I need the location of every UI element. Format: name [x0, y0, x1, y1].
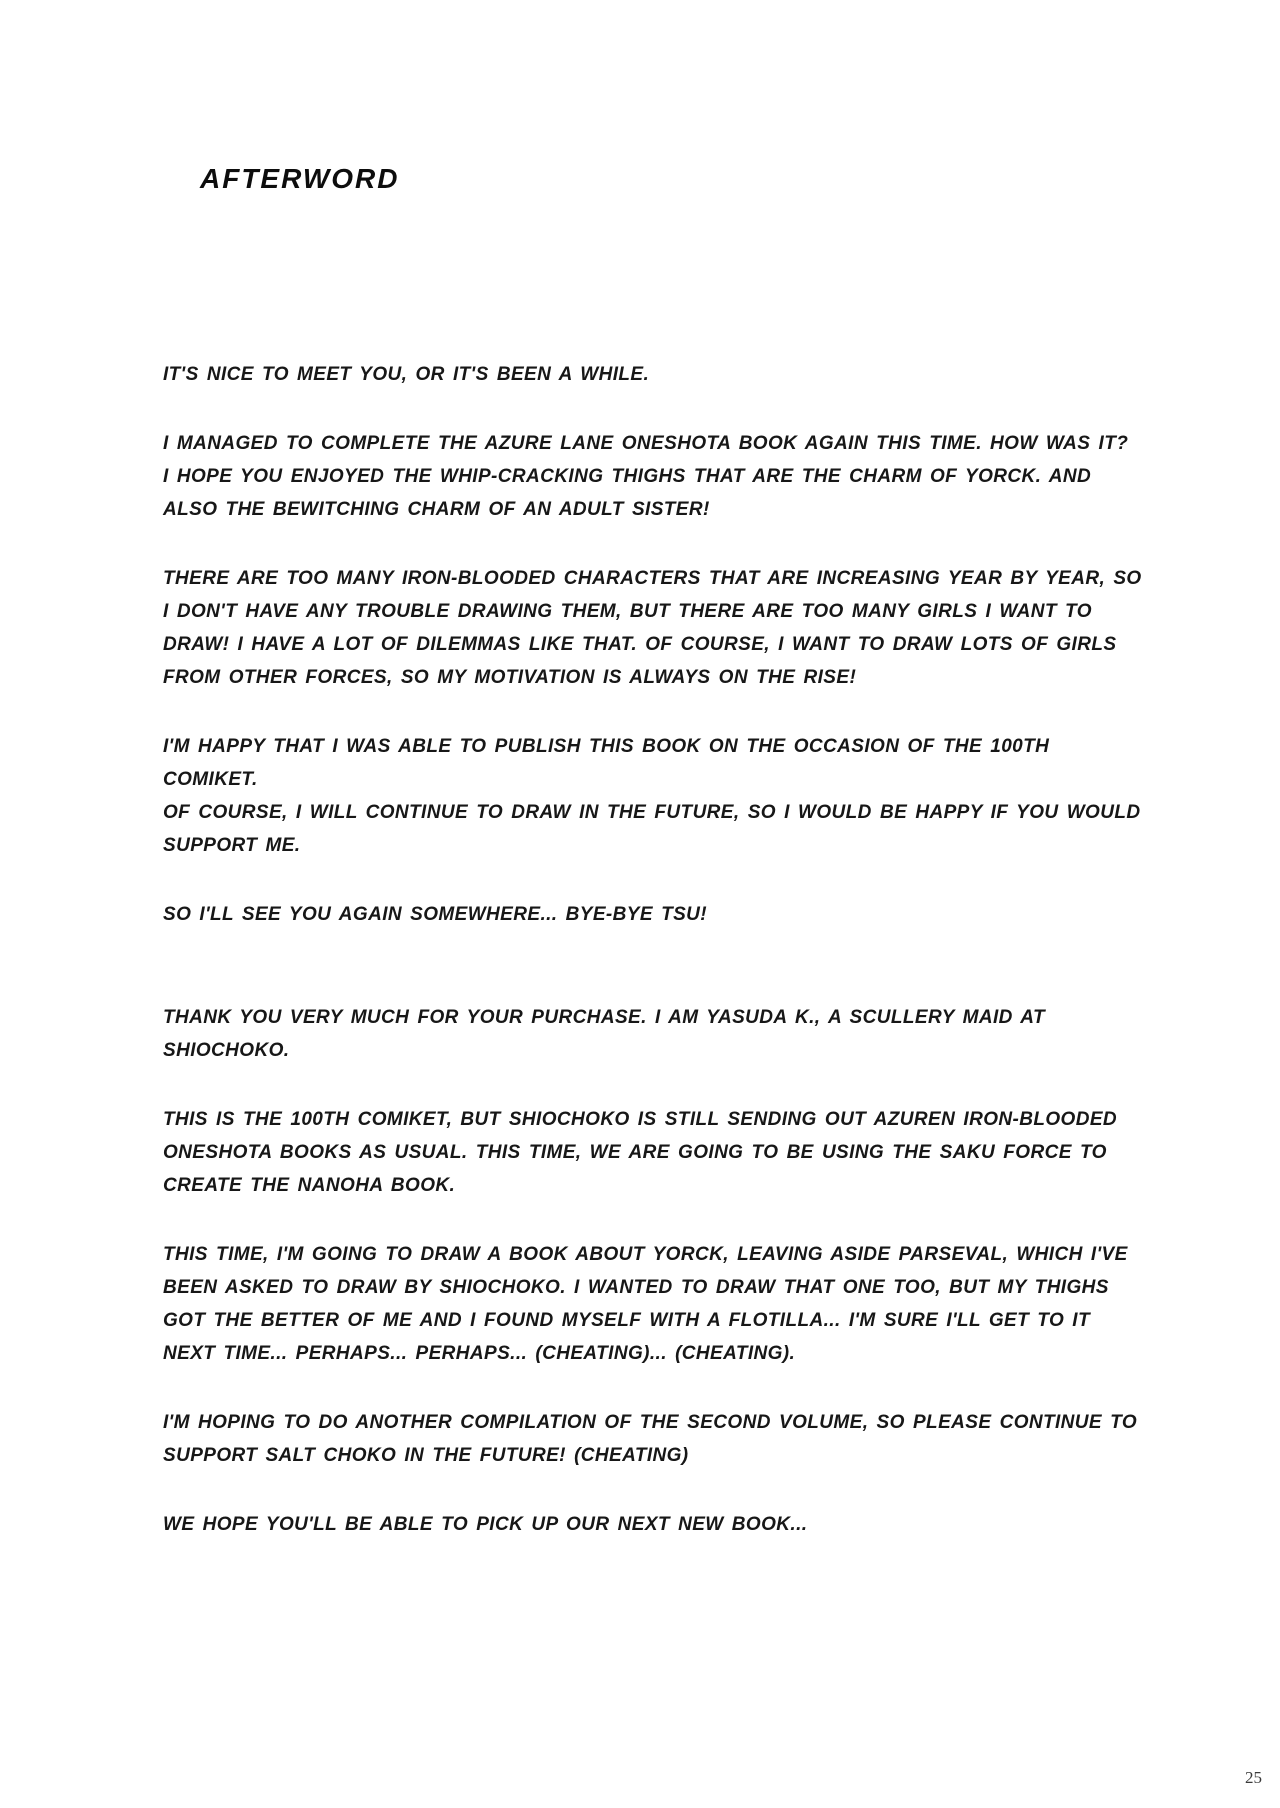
text-line: SHIOCHOKO.	[163, 1040, 290, 1061]
text-line: THIS IS THE 100TH COMIKET, BUT SHIOCHOKO IS STILL SENDING OUT AZUREN IRON-BLOODED	[163, 1109, 1118, 1130]
text-line: ONESHOTA BOOKS AS USUAL. THIS TIME, WE ARE GOING TO BE USING THE SAKU FORCE TO	[163, 1142, 1107, 1163]
text-line: THIS TIME, I'M GOING TO DRAW A BOOK ABOUT YORCK, LEAVING ASIDE PARSEVAL, WHICH I'VE	[163, 1244, 1128, 1265]
text-line: SO I'LL SEE YOU AGAIN SOMEWHERE... BYE-BYE TSU!	[163, 904, 708, 925]
paragraph	[163, 1406, 1223, 1472]
text-line: CREATE THE NANOHA BOOK.	[163, 1175, 456, 1196]
text-line: I DON'T HAVE ANY TROUBLE DRAWING THEM, BUT THERE ARE TOO MANY GIRLS I WANT TO	[163, 601, 1092, 622]
text-line: FROM OTHER FORCES, SO MY MOTIVATION IS ALWAYS ON THE RISE!	[163, 667, 857, 688]
text-line: THERE ARE TOO MANY IRON-BLOODED CHARACTERS THAT ARE INCREASING YEAR BY YEAR, SO	[163, 568, 1142, 589]
text-line: I'M HAPPY THAT I WAS ABLE TO PUBLISH THIS BOOK ON THE OCCASION OF THE 100TH	[163, 736, 1050, 757]
text-line: I HOPE YOU ENJOYED THE WHIP-CRACKING THIGHS THAT ARE THE CHARM OF YORCK. AND	[163, 466, 1092, 487]
text-line: COMIKET.	[163, 769, 258, 790]
text-line: GOT THE BETTER OF ME AND I FOUND MYSELF WITH A FLOTILLA... I'M SURE I'LL GET TO IT	[163, 1310, 1090, 1331]
paragraph	[163, 427, 1223, 526]
paragraph	[163, 730, 1223, 862]
text-line: THANK YOU VERY MUCH FOR YOUR PURCHASE. I AM YASUDA K., A SCULLERY MAID AT	[163, 1007, 1045, 1028]
paragraph	[163, 1103, 1223, 1202]
text-line: WE HOPE YOU'LL BE ABLE TO PICK UP OUR NEXT NEW BOOK...	[163, 1514, 808, 1535]
paragraph	[163, 358, 1223, 391]
paragraph	[163, 1238, 1223, 1370]
text-line: SUPPORT ME.	[163, 835, 301, 856]
page-number: 25	[1245, 1768, 1262, 1787]
text-line: NEXT TIME... PERHAPS... PERHAPS... (CHEATING)... (CHEATING).	[163, 1343, 796, 1364]
text-line: SUPPORT SALT CHOKO IN THE FUTURE! (CHEATING)	[163, 1445, 689, 1466]
paragraph	[163, 562, 1223, 694]
text-line: DRAW! I HAVE A LOT OF DILEMMAS LIKE THAT. OF COURSE, I WANT TO DRAW LOTS OF GIRLS	[163, 634, 1117, 655]
paragraph	[163, 1508, 1223, 1541]
text-line: OF COURSE, I WILL CONTINUE TO DRAW IN THE FUTURE, SO I WOULD BE HAPPY IF YOU WOULD	[163, 802, 1141, 823]
text-line: IT'S NICE TO MEET YOU, OR IT'S BEEN A WHILE.	[163, 364, 650, 385]
paragraph	[163, 898, 1223, 931]
text-line: I MANAGED TO COMPLETE THE AZURE LANE ONESHOTA BOOK AGAIN THIS TIME. HOW WAS IT?	[163, 433, 1129, 454]
text-line: I'M HOPING TO DO ANOTHER COMPILATION OF THE SECOND VOLUME, SO PLEASE CONTINUE TO	[163, 1412, 1138, 1433]
page-title: AFTERWORD	[200, 163, 400, 194]
text-line: ALSO THE BEWITCHING CHARM OF AN ADULT SISTER!	[163, 499, 710, 520]
paragraph	[163, 1001, 1223, 1067]
afterword-body	[163, 358, 1223, 1577]
text-line: BEEN ASKED TO DRAW BY SHIOCHOKO. I WANTED TO DRAW THAT ONE TOO, BUT MY THIGHS	[163, 1277, 1109, 1298]
